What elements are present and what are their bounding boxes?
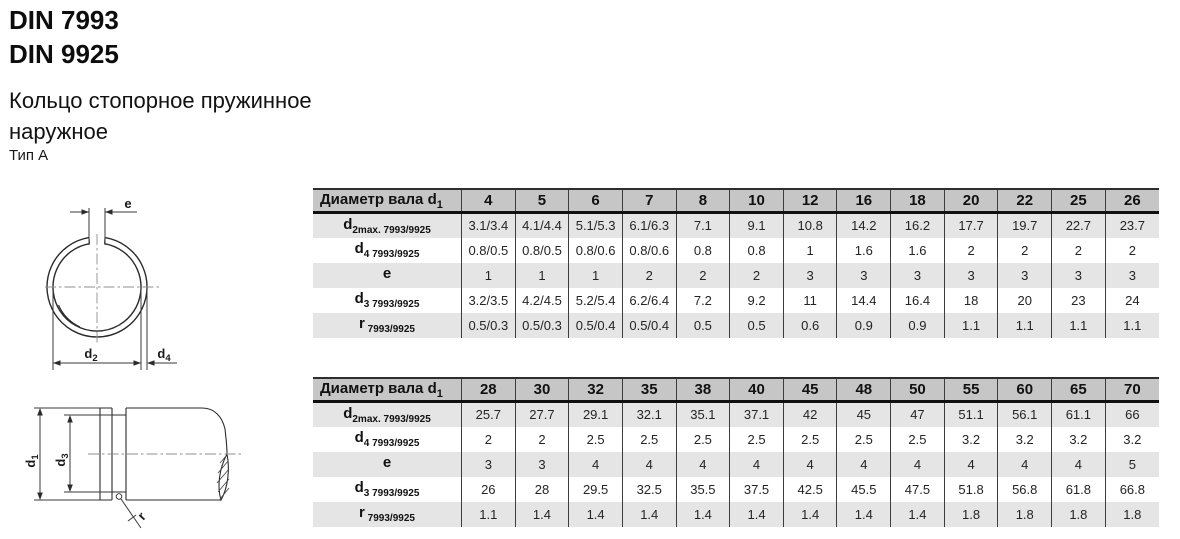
value-cell: 7.2 — [676, 288, 730, 313]
value-cell: 32.5 — [622, 477, 676, 502]
dimension-row — [313, 427, 1159, 452]
value-cell: 32.1 — [622, 402, 676, 427]
value-cell: 1.4 — [730, 502, 784, 527]
value-cell: 2 — [998, 238, 1052, 263]
dimension-row — [313, 452, 1159, 477]
value-cell: 11 — [783, 288, 837, 313]
value-cell: 0.5/0.4 — [569, 313, 623, 338]
value-cell: 1.4 — [891, 502, 945, 527]
dimension-row — [313, 238, 1159, 263]
value-cell: 9.2 — [730, 288, 784, 313]
value-cell: 2.5 — [783, 427, 837, 452]
value-cell: 1.6 — [891, 238, 945, 263]
shaft-diameter-column: 20 — [944, 189, 998, 213]
value-cell: 47.5 — [891, 477, 945, 502]
row-label: $d_{3 7993/9925}$ — [313, 477, 462, 502]
value-cell: 17.7 — [944, 213, 998, 238]
value-cell: 2.5 — [730, 427, 784, 452]
value-cell: 47 — [891, 402, 945, 427]
value-cell: 0.5/0.3 — [515, 313, 569, 338]
value-cell: 6.1/6.3 — [622, 213, 676, 238]
shaft-diameter-column: 65 — [1052, 378, 1106, 402]
value-cell: 4 — [944, 452, 998, 477]
dimension-row — [313, 263, 1159, 288]
shaft-diameter-column: 4 — [462, 189, 516, 213]
value-cell: 23 — [1052, 288, 1106, 313]
value-cell: 3 — [1052, 263, 1106, 288]
value-cell: 3.2 — [1123, 431, 1142, 447]
value-cell: 2 — [515, 427, 569, 452]
table-corner-label: Диаметр вала $d_1$ — [313, 189, 462, 213]
value-cell: 45.5 — [837, 477, 891, 502]
value-cell: 3 — [1128, 267, 1136, 283]
value-cell: 51.1 — [944, 402, 998, 427]
d3-dimension — [53, 415, 112, 492]
d4-dimension — [147, 346, 177, 366]
value-cell: 0.8/0.6 — [569, 238, 623, 263]
value-cell: 0.8/0.6 — [622, 238, 676, 263]
value-cell: 9.1 — [730, 213, 784, 238]
table-header-row — [313, 378, 1159, 402]
row-label: e — [313, 452, 462, 477]
value-cell: 51.8 — [944, 477, 998, 502]
table-header-row — [313, 189, 1159, 213]
value-cell: 16.2 — [891, 213, 945, 238]
value-cell: 2 — [944, 238, 998, 263]
shaft-diameter-column: 18 — [891, 189, 945, 213]
shaft-diameter-column: 28 — [462, 378, 516, 402]
value-cell: 1.8 — [998, 502, 1052, 527]
row-label: $d_{4 7993/9925}$ — [313, 427, 462, 452]
value-cell: 2.5 — [676, 427, 730, 452]
dimension-row — [313, 288, 1159, 313]
value-cell: 4 — [622, 452, 676, 477]
value-cell: 4.2/4.5 — [515, 288, 569, 313]
value-cell: 61.8 — [1052, 477, 1106, 502]
shaft-diameter-column: 10 — [730, 189, 784, 213]
value-cell: 45 — [837, 402, 891, 427]
value-cell: 2 — [730, 263, 784, 288]
row-label: e — [313, 263, 462, 288]
value-cell: 0.9 — [837, 313, 891, 338]
dimensions-table-large — [313, 377, 1159, 527]
value-cell: 4 — [783, 452, 837, 477]
value-cell: 1 — [783, 238, 837, 263]
value-cell: 66.8 — [1119, 481, 1145, 497]
value-cell: 56.8 — [998, 477, 1052, 502]
value-cell: 1.1 — [998, 313, 1052, 338]
value-cell: 1 — [515, 263, 569, 288]
value-cell: 20 — [998, 288, 1052, 313]
value-cell: 3 — [783, 263, 837, 288]
product-title: Кольцо стопорное пружинное наружное — [9, 88, 312, 144]
value-cell: 42 — [783, 402, 837, 427]
value-cell: 4.1/4.4 — [515, 213, 569, 238]
d3-label: $d_3$ — [53, 453, 71, 467]
d2-label: $d_2$ — [84, 346, 98, 364]
value-cell: 1.1 — [462, 502, 516, 527]
shaft-diameter-column: 70 — [1105, 378, 1159, 402]
value-cell: 5.2/5.4 — [569, 288, 623, 313]
dimension-row — [313, 502, 1159, 527]
dimension-row — [313, 213, 1159, 238]
ring-diagram — [10, 187, 250, 387]
value-cell: 23.7 — [1119, 218, 1145, 234]
dimension-row — [313, 313, 1159, 338]
dimension-row — [313, 477, 1159, 502]
value-cell: 0.9 — [891, 313, 945, 338]
row-label: $d_{2max. 7993/9925}$ — [313, 402, 462, 427]
value-cell: 25.7 — [462, 402, 516, 427]
value-cell: 2.5 — [891, 427, 945, 452]
value-cell: 1.6 — [837, 238, 891, 263]
value-cell: 1 — [569, 263, 623, 288]
value-cell: 2 — [1128, 242, 1136, 258]
value-cell: 6.2/6.4 — [622, 288, 676, 313]
value-cell: 3 — [944, 263, 998, 288]
shaft-diameter-column: 8 — [676, 189, 730, 213]
row-label: r $_{7993/9925}$ — [313, 313, 462, 338]
row-label: $d_{3 7993/9925}$ — [313, 288, 462, 313]
d2-dimension — [53, 288, 147, 370]
value-cell: 1.4 — [837, 502, 891, 527]
value-cell: 14.4 — [837, 288, 891, 313]
shaft-diameter-column: 5 — [515, 189, 569, 213]
dimensions-table-small — [313, 188, 1159, 338]
value-cell: 29.1 — [569, 402, 623, 427]
d1-label: $d_1$ — [23, 454, 41, 468]
value-cell: 0.5 — [676, 313, 730, 338]
value-cell: 1.1 — [1052, 313, 1106, 338]
value-cell: 3.1/3.4 — [462, 213, 516, 238]
value-cell: 0.5/0.3 — [462, 313, 516, 338]
shaft-diameter-column: 48 — [837, 378, 891, 402]
row-label: r $_{7993/9925}$ — [313, 502, 462, 527]
value-cell: 3 — [462, 452, 516, 477]
value-cell: 28 — [515, 477, 569, 502]
value-cell: 22.7 — [1052, 213, 1106, 238]
value-cell: 3.2 — [1052, 427, 1106, 452]
value-cell: 26 — [462, 477, 516, 502]
shaft-diameter-column: 32 — [569, 378, 623, 402]
value-cell: 1.4 — [569, 502, 623, 527]
row-label: $d_{2max. 7993/9925}$ — [313, 213, 462, 238]
value-cell: 1.8 — [944, 502, 998, 527]
value-cell: 14.2 — [837, 213, 891, 238]
value-cell: 2.5 — [622, 427, 676, 452]
value-cell: 56.1 — [998, 402, 1052, 427]
standard-din-9925: DIN 9925 — [9, 39, 119, 69]
break-symbol — [217, 454, 229, 500]
value-cell: 0.6 — [783, 313, 837, 338]
d4-label: $d_4$ — [157, 346, 171, 364]
standard-numbers — [9, 3, 119, 71]
value-cell: 4 — [730, 452, 784, 477]
value-cell: 1 — [462, 263, 516, 288]
standard-din-7993: DIN 7993 — [9, 5, 119, 35]
shaft-diameter-column: 12 — [783, 189, 837, 213]
value-cell: 1.8 — [1052, 502, 1106, 527]
shaft-diameter-column: 22 — [998, 189, 1052, 213]
value-cell: 0.8/0.5 — [462, 238, 516, 263]
value-cell: 2 — [622, 263, 676, 288]
value-cell: 0.8 — [676, 238, 730, 263]
value-cell: 19.7 — [998, 213, 1052, 238]
value-cell: 29.5 — [569, 477, 623, 502]
value-cell: 42.5 — [783, 477, 837, 502]
shaft-diagram — [10, 395, 260, 539]
value-cell: 5.1/5.3 — [569, 213, 623, 238]
shaft-diameter-column: 25 — [1052, 189, 1106, 213]
value-cell: 4 — [837, 452, 891, 477]
value-cell: 4 — [1052, 452, 1106, 477]
value-cell: 1.4 — [676, 502, 730, 527]
e-dimension — [70, 196, 137, 245]
value-cell: 3 — [515, 452, 569, 477]
value-cell: 0.8 — [730, 238, 784, 263]
value-cell: 10.8 — [783, 213, 837, 238]
value-cell: 4 — [569, 452, 623, 477]
value-cell: 5 — [1128, 456, 1136, 472]
value-cell: 16.4 — [891, 288, 945, 313]
value-cell: 1.4 — [783, 502, 837, 527]
value-cell: 24 — [1125, 292, 1140, 308]
r-leader — [116, 494, 149, 528]
value-cell: 0.8/0.5 — [515, 238, 569, 263]
value-cell: 35.5 — [676, 477, 730, 502]
value-cell: 35.1 — [676, 402, 730, 427]
shaft-diameter-column: 6 — [569, 189, 623, 213]
table-corner-label: Диаметр вала $d_1$ — [313, 378, 462, 402]
value-cell: 37.5 — [730, 477, 784, 502]
value-cell: 61.1 — [1052, 402, 1106, 427]
value-cell: 3 — [891, 263, 945, 288]
value-cell: 3.2 — [998, 427, 1052, 452]
shaft-diameter-column: 7 — [622, 189, 676, 213]
value-cell: 37.1 — [730, 402, 784, 427]
e-label: e — [124, 196, 132, 211]
value-cell: 27.7 — [515, 402, 569, 427]
shaft-diameter-column: 26 — [1105, 189, 1159, 213]
value-cell: 1.4 — [622, 502, 676, 527]
shaft-diameter-column: 16 — [837, 189, 891, 213]
value-cell: 0.5 — [730, 313, 784, 338]
value-cell: 3.2/3.5 — [462, 288, 516, 313]
value-cell: 66 — [1125, 407, 1140, 423]
value-cell: 2 — [676, 263, 730, 288]
dimension-row — [313, 402, 1159, 427]
value-cell: 2 — [462, 427, 516, 452]
value-cell: 2.5 — [837, 427, 891, 452]
shaft-diameter-column: 45 — [783, 378, 837, 402]
shaft-diameter-column: 35 — [622, 378, 676, 402]
value-cell: 3.2 — [944, 427, 998, 452]
shaft-diameter-column: 40 — [730, 378, 784, 402]
shaft-diameter-column: 55 — [944, 378, 998, 402]
value-cell: 4 — [998, 452, 1052, 477]
r-label: r — [134, 509, 149, 523]
value-cell: 4 — [891, 452, 945, 477]
value-cell: 2 — [1052, 238, 1106, 263]
shaft-diameter-column: 30 — [515, 378, 569, 402]
value-cell: 1.1 — [944, 313, 998, 338]
value-cell: 2.5 — [569, 427, 623, 452]
value-cell: 7.1 — [676, 213, 730, 238]
row-label: $d_{4 7993/9925}$ — [313, 238, 462, 263]
shaft-diameter-column: 60 — [998, 378, 1052, 402]
value-cell: 3 — [837, 263, 891, 288]
shaft-diameter-column: 38 — [676, 378, 730, 402]
value-cell: 1.8 — [1123, 506, 1142, 522]
value-cell: 0.5/0.4 — [622, 313, 676, 338]
shaft-diameter-column: 50 — [891, 378, 945, 402]
value-cell: 4 — [676, 452, 730, 477]
value-cell: 18 — [944, 288, 998, 313]
value-cell: 1.4 — [515, 502, 569, 527]
value-cell: 1.1 — [1123, 317, 1142, 333]
value-cell: 3 — [998, 263, 1052, 288]
type-label: Тип А — [9, 147, 49, 164]
